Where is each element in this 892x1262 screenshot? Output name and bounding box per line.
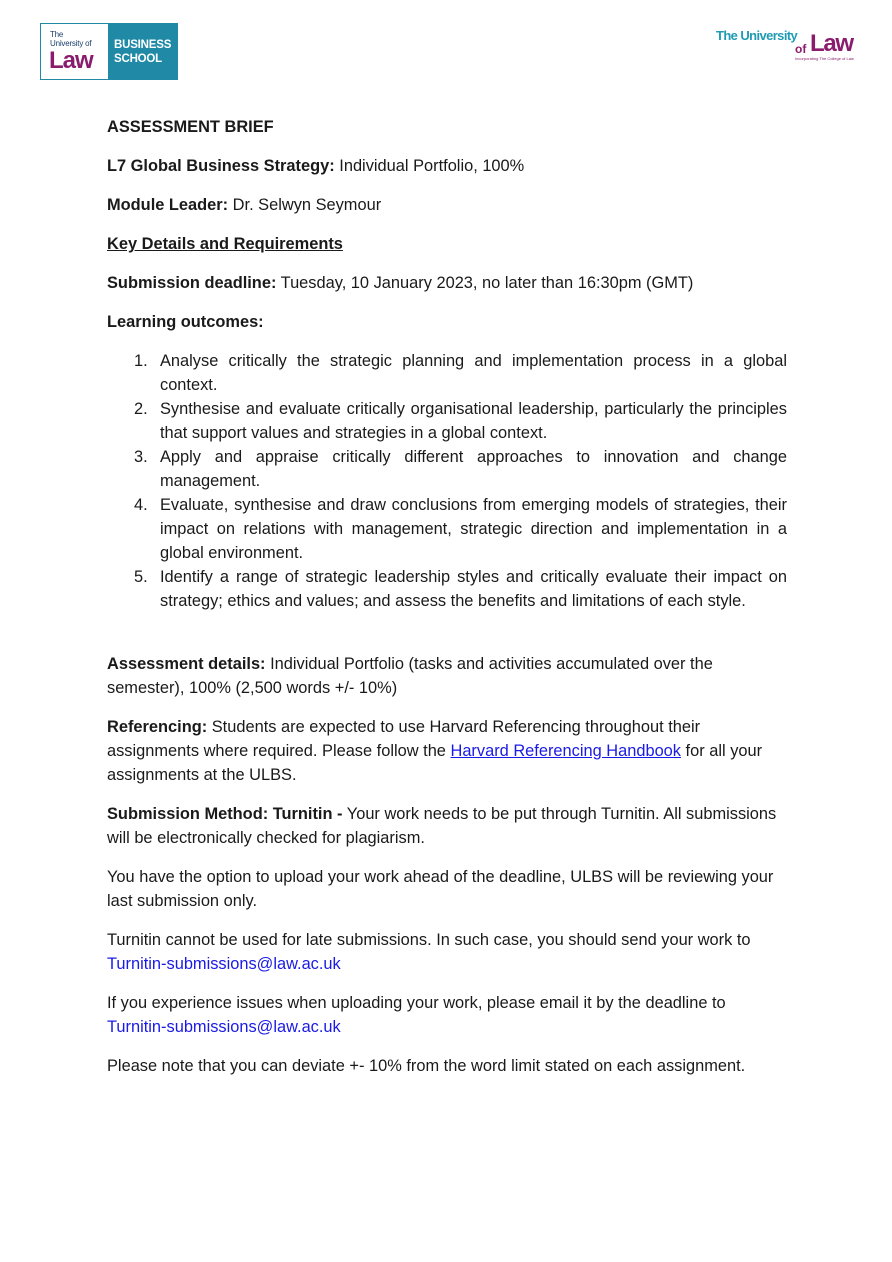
list-item-text: Apply and appraise critically different approaches to innovation and change management. xyxy=(160,448,787,490)
submission-method xyxy=(107,802,787,850)
university-of-law-logo xyxy=(716,28,866,68)
bs-logo-the-text: The xyxy=(50,30,64,39)
late-submission-paragraph xyxy=(107,928,787,976)
bs-logo-university-of: University of xyxy=(50,39,92,48)
list-item-text: Identify a range of strategic leadership styles and critically evaluate their impact on strategy; ethics and values; and assess the benefits and limitations of each style. xyxy=(160,568,787,610)
word-limit-note: Please note that you can deviate +- 10% from the word limit stated on each assignment. xyxy=(107,1057,746,1075)
bs-logo-school: SCHOOL xyxy=(114,53,162,65)
module-leader-value: Dr. Selwyn Seymour xyxy=(228,196,382,214)
list-item-text: Analyse critically the strategic planning and implementation process in a global context. xyxy=(160,352,787,394)
upload-issues-email-link[interactable]: Turnitin-submissions@law.ac.uk xyxy=(107,1018,341,1036)
module-leader-label: Module Leader: xyxy=(107,196,229,214)
list-item-text: Synthesise and evaluate critically organisational leadership, particularly the principles that support values and strategies in a global context. xyxy=(160,400,787,442)
referencing-paragraph xyxy=(107,715,787,787)
bs-logo-law: Law xyxy=(49,47,93,74)
list-item xyxy=(107,349,787,397)
business-school-logo xyxy=(40,23,178,80)
uol-logo-tagline: Incorporating The College of Law xyxy=(795,56,854,61)
bs-logo-business: BUSINESS xyxy=(114,39,172,51)
upload-option-paragraph: You have the option to upload your work ahead of the deadline, ULBS will be reviewing your last submission only. xyxy=(107,868,774,910)
list-item-number: 1. xyxy=(134,352,148,370)
referencing-label: Referencing: xyxy=(107,718,208,736)
uol-logo-line1: The University xyxy=(716,28,798,43)
uol-logo-of: of xyxy=(795,42,807,56)
list-item xyxy=(107,493,787,565)
module-label: L7 Global Business Strategy: xyxy=(107,157,335,175)
submission-method-value: Your work needs to be put through Turnitin. All submissions will be electronically checked for plagiarism. xyxy=(107,805,777,847)
upload-issues-paragraph xyxy=(107,991,787,1039)
page-title: ASSESSMENT BRIEF xyxy=(107,118,274,136)
bs-logo-left xyxy=(41,24,108,79)
list-item-number: 5. xyxy=(134,568,148,586)
list-item-number: 3. xyxy=(134,448,148,466)
referencing-text-before: Students are expected to use Harvard Referencing throughout their assignments where required. Please follow the xyxy=(107,718,701,760)
list-item xyxy=(107,397,787,445)
module-value: Individual Portfolio, 100% xyxy=(334,157,525,175)
list-item-text: Evaluate, synthesise and draw conclusions from emerging models of strategies, their impact on relations with management, strategic direction and implementation in a global environment. xyxy=(160,496,787,562)
module-leader-line xyxy=(107,193,787,217)
list-item-number: 4. xyxy=(134,496,148,514)
deadline-value: Tuesday, 10 January 2023, no later than 16:30pm (GMT) xyxy=(276,274,694,292)
module-line xyxy=(107,154,787,178)
late-submission-email-link[interactable]: Turnitin-submissions@law.ac.uk xyxy=(107,955,341,973)
assessment-details xyxy=(107,652,787,700)
deadline-line xyxy=(107,271,787,295)
list-item-number: 2. xyxy=(134,400,148,418)
upload-issues-text: If you experience issues when uploading your work, please email it by the deadline to xyxy=(107,994,726,1012)
learning-outcomes-list xyxy=(107,349,787,613)
late-submission-text: Turnitin cannot be used for late submissions. In such case, you should send your work to xyxy=(107,931,751,949)
deadline-label: Submission deadline: xyxy=(107,274,277,292)
harvard-handbook-link[interactable]: Harvard Referencing Handbook xyxy=(450,742,681,760)
uol-logo-law: Law xyxy=(810,30,853,57)
document-body xyxy=(107,115,787,1078)
learning-outcomes-label: Learning outcomes: xyxy=(107,313,264,331)
list-item xyxy=(107,445,787,493)
bs-logo-right xyxy=(108,24,177,79)
submission-method-label: Submission Method: Turnitin - xyxy=(107,805,343,823)
key-details-heading: Key Details and Requirements xyxy=(107,235,343,253)
bs-logo-the xyxy=(50,30,91,48)
assessment-value: Individual Portfolio (tasks and activities accumulated over the semester), 100% (2,500 words +/- 10%) xyxy=(107,655,713,697)
list-item xyxy=(107,565,787,613)
assessment-label: Assessment details: xyxy=(107,655,266,673)
referencing-text-after: for all your assignments at the ULBS. xyxy=(107,742,763,784)
